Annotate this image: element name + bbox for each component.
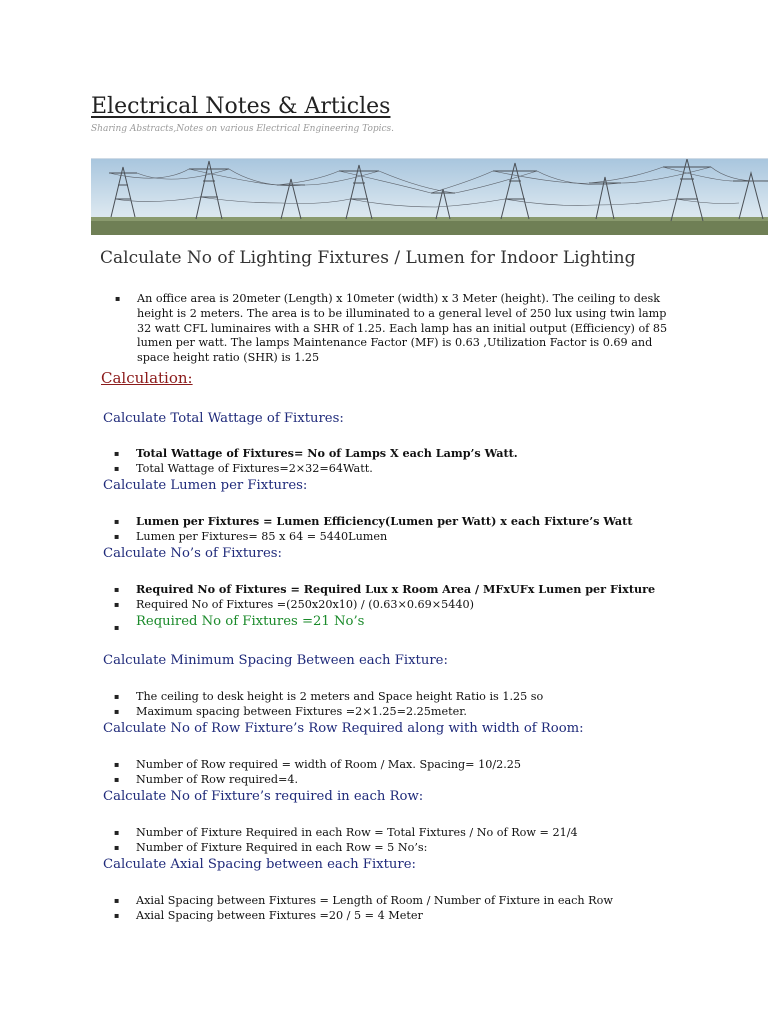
list-item: ▪ Lumen per Fixtures = Lumen Efficiency(Lumen per Watt) x each Fixture’s Watt <box>114 514 633 528</box>
bullet-icon: ▪ <box>114 464 120 473</box>
intro-list <box>115 292 669 366</box>
section-heading-total-wattage: Calculate Total Wattage of Fixtures: <box>103 411 344 426</box>
section-list-lumen <box>114 514 633 544</box>
bullet-icon: ▪ <box>114 843 120 852</box>
site-title[interactable]: Electrical Notes & Articles <box>91 94 391 119</box>
bullet-icon: ▪ <box>114 896 120 905</box>
list-item: ▪ Axial Spacing between Fixtures = Length of Room / Number of Fixture in each Row <box>114 894 613 907</box>
section-heading-fixtures-per-row: Calculate No of Fixture’s required in each Row: <box>103 789 424 804</box>
bullet-icon: ▪ <box>115 294 121 303</box>
section-list-rows <box>114 757 522 787</box>
bullet-icon: ▪ <box>114 448 120 458</box>
section-heading-lumen: Calculate Lumen per Fixtures: <box>103 478 308 493</box>
section-heading-no-of-fixtures: Calculate No’s of Fixtures: <box>103 546 282 561</box>
bullet-icon: ▪ <box>114 828 120 837</box>
section-list-total-wattage <box>114 446 518 476</box>
bullet-icon: ▪ <box>114 600 120 609</box>
header-banner-image <box>91 158 768 235</box>
intro-text: ▪ An office area is 20meter (Length) x 10meter (width) x 3 Meter (height). The ceiling to desk height is 2 meters. The area is to be illuminated to a general level of 250 lux using twin lamp 32 watt CFL luminaires with a SHR of 1.25. Each lamp has an initial output (Efficiency) of 85 lumen per watt. The lamps Maintenance Factor (MF) is 0.63 ,Utilization Factor is 0.69 and space height ratio (SHR) is 1.25 <box>115 292 668 365</box>
result-item: ▪ Required No of Fixtures =21 No’s <box>136 612 655 632</box>
bullet-icon: ▪ <box>114 911 120 920</box>
list-item: ▪ Lumen per Fixtures= 85 x 64 = 5440Lumen <box>114 530 388 543</box>
section-list-min-spacing <box>114 689 544 719</box>
bullet-icon: ▪ <box>114 584 120 594</box>
bullet-icon: ▪ <box>114 760 120 769</box>
list-item: ▪ Number of Row required = width of Room / Max. Spacing= 10/2.25 <box>114 758 522 771</box>
section-heading-axial-spacing: Calculate Axial Spacing between each Fixture: <box>103 857 416 872</box>
list-item: ▪ Total Wattage of Fixtures= No of Lamps X each Lamp’s Watt. <box>114 446 518 460</box>
post-title: Calculate No of Lighting Fixtures / Lumen for Indoor Lighting <box>100 248 636 268</box>
list-item: ▪ Total Wattage of Fixtures=2×32=64Watt. <box>114 462 373 475</box>
bullet-icon: ▪ <box>114 516 120 526</box>
bullet-icon: ▪ <box>114 623 120 632</box>
list-item: ▪ Number of Row required=4. <box>114 773 299 786</box>
list-item: ▪ The ceiling to desk height is 2 meters and Space height Ratio is 1.25 so <box>114 690 544 703</box>
calculation-heading: Calculation: <box>101 369 193 387</box>
section-heading-rows: Calculate No of Row Fixture’s Row Required along with width of Room: <box>103 721 584 736</box>
section-list-no-of-fixtures <box>114 582 656 632</box>
bullet-icon: ▪ <box>114 775 120 784</box>
list-item: ▪ Required No of Fixtures = Required Lux x Room Area / MFxUFx Lumen per Fixture <box>114 582 656 596</box>
list-item: ▪ Required No of Fixtures =(250x20x10) / (0.63×0.69×5440) <box>114 598 475 611</box>
site-tagline: Sharing Abstracts,Notes on various Electrical Engineering Topics. <box>91 124 395 134</box>
bullet-icon: ▪ <box>114 707 120 716</box>
bullet-icon: ▪ <box>114 692 120 701</box>
section-list-fixtures-per-row <box>114 825 578 855</box>
bullet-icon: ▪ <box>114 532 120 541</box>
list-item: ▪ Maximum spacing between Fixtures =2×1.25=2.25meter. <box>114 705 467 718</box>
list-item: ▪ Axial Spacing between Fixtures =20 / 5 = 4 Meter <box>114 909 423 922</box>
section-list-axial-spacing <box>114 893 613 923</box>
list-item: ▪ Number of Fixture Required in each Row = Total Fixtures / No of Row = 21/4 <box>114 826 578 839</box>
section-heading-min-spacing: Calculate Minimum Spacing Between each Fixture: <box>103 653 448 668</box>
list-item: ▪ Number of Fixture Required in each Row = 5 No’s: <box>114 841 428 854</box>
